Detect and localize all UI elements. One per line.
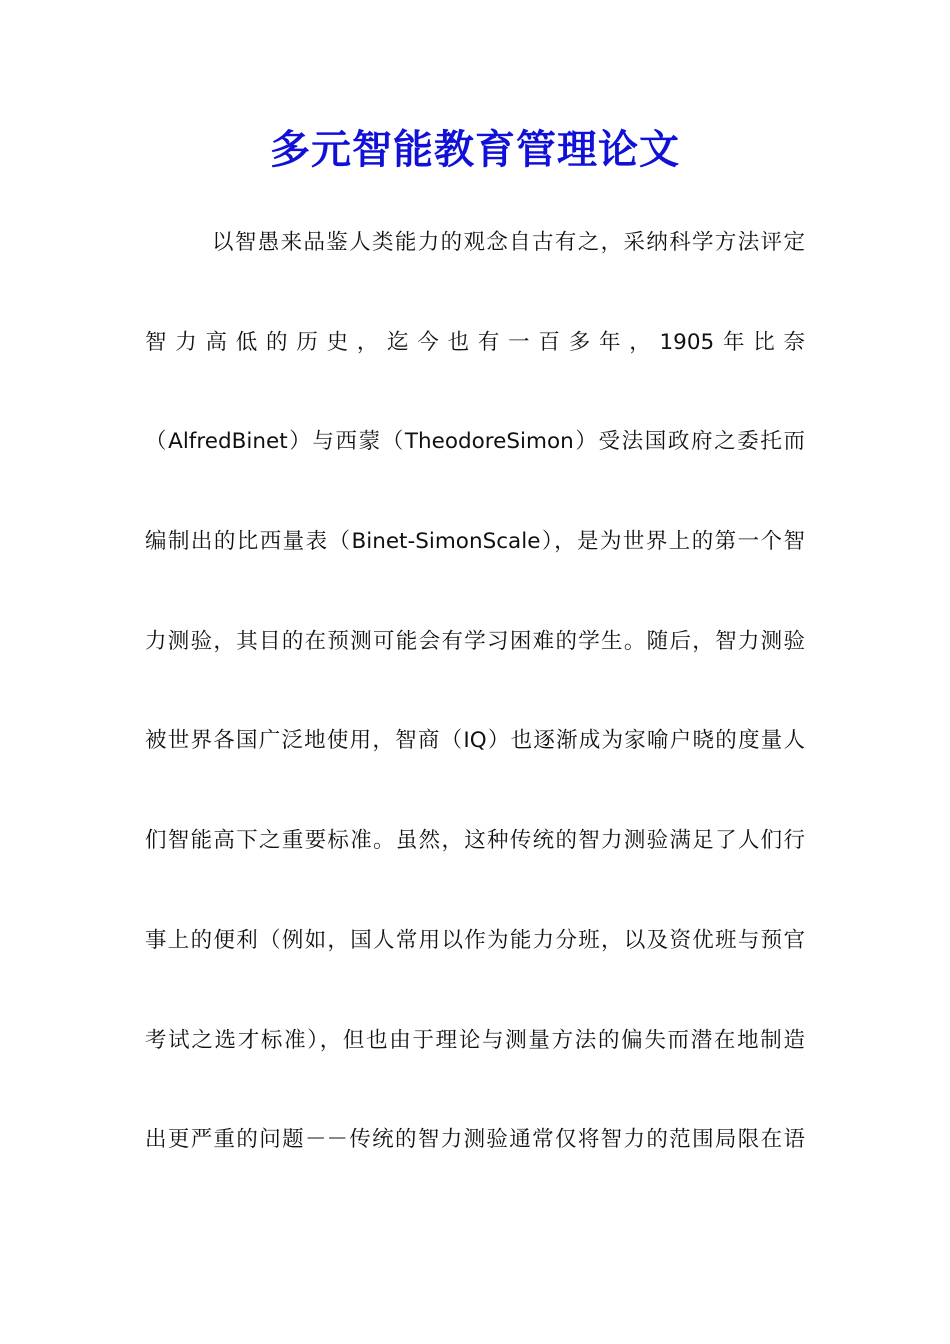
document-body <box>145 215 805 1212</box>
body-line-10: 出更严重的问题－－传统的智力测验通常仅将智力的范围局限在语 <box>145 1127 805 1153</box>
body-line-5: 力测验，其目的在预测可能会有学习困难的学生。随后，智力测验 <box>145 628 805 654</box>
body-line-3: （AlfredBinet）与西蒙（TheodoreSimon）受法国政府之委托而 <box>145 429 805 455</box>
body-line-8: 事上的便利（例如，国人常用以作为能力分班，以及资优班与预官 <box>145 927 805 953</box>
body-line-6: 被世界各国广泛地使用，智商（IQ）也逐渐成为家喻户晓的度量人 <box>145 728 805 754</box>
body-line-9: 考试之选才标准），但也由于理论与测量方法的偏失而潜在地制造 <box>145 1027 805 1053</box>
body-line-1: 以智愚来品鉴人类能力的观念自古有之，采纳科学方法评定 <box>212 230 805 255</box>
document-title: 多元智能教育管理论文 <box>270 126 680 173</box>
body-line-2: 智力高低的历史，迄今也有一百多年，1905年比奈 <box>145 329 805 355</box>
body-line-7: 们智能高下之重要标准。虽然，这种传统的智力测验满足了人们行 <box>145 828 805 854</box>
body-line-4: 编制出的比西量表（Binet-SimonScale），是为世界上的第一个智 <box>145 529 805 555</box>
